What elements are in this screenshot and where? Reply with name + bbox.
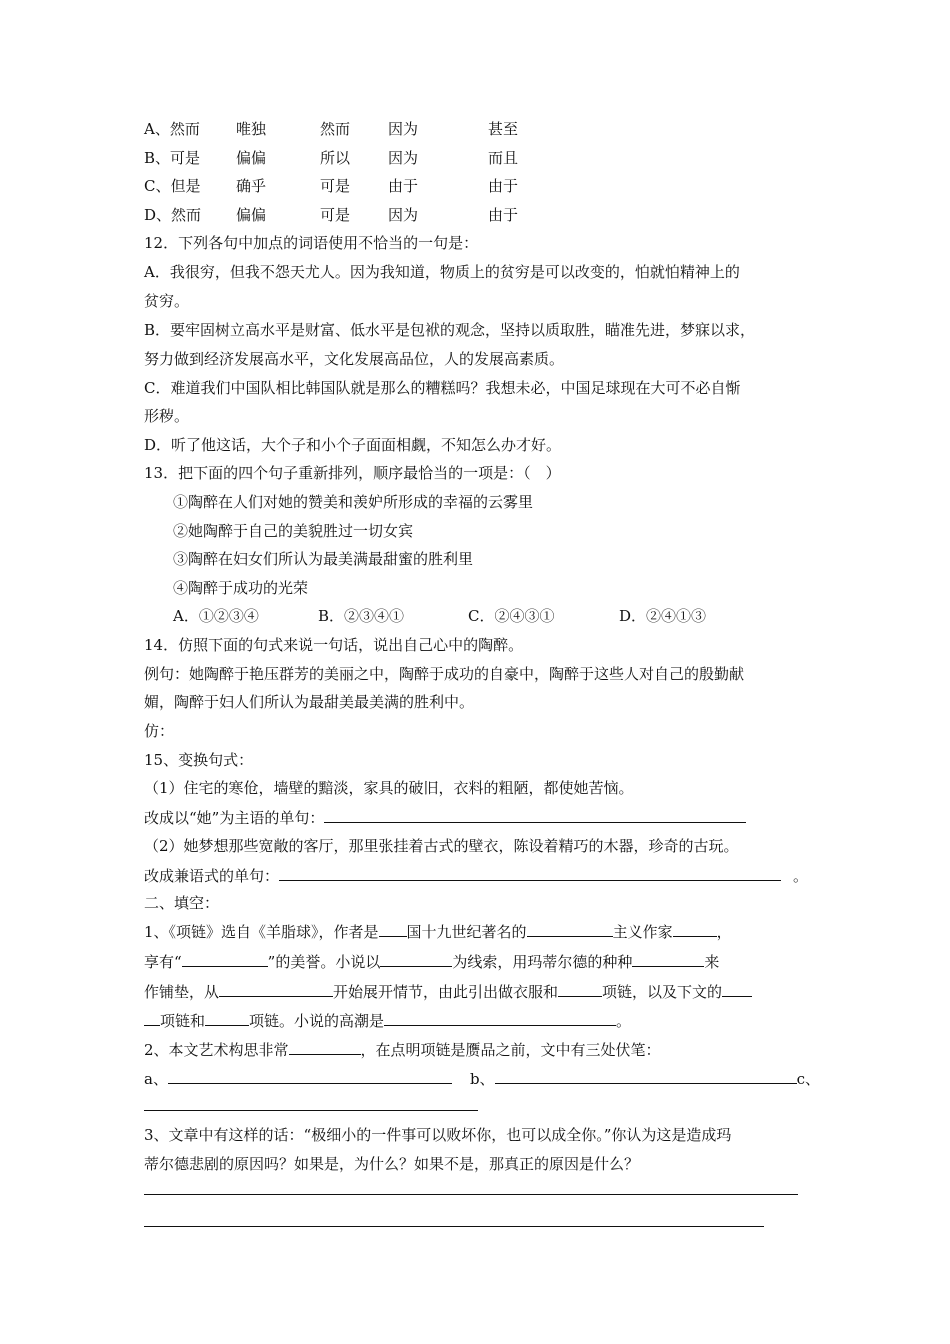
answer-blank[interactable] bbox=[289, 1039, 361, 1055]
q13-choice-c: C．②④③① bbox=[468, 607, 555, 625]
q12-option-d: D．听了他这话，大个子和小个子面面相觑，不知怎么办才好。 bbox=[144, 436, 562, 454]
q13-choice-d: D．②④①③ bbox=[619, 607, 707, 625]
q12-option-c: C．难道我们中国队相比韩国队就是那么的糟糕吗？我想未必，中国足球现在大可不必自惭 bbox=[144, 379, 741, 397]
q12-option-c-cont: 形秽。 bbox=[144, 407, 190, 425]
q13-sentence-2: ②她陶醉于自己的美貌胜过一切女宾 bbox=[173, 522, 414, 540]
fill-1-line-2: 享有“ ”的美誉。小说以 为线索，用玛蒂尔德的种种 来 bbox=[144, 953, 720, 971]
q12-stem: 12．下列各句中加点的词语使用不恰当的一句是： bbox=[144, 234, 479, 252]
section-2-title: 二、填空： bbox=[144, 894, 220, 912]
q15-part-1: （1）住宅的寒伧，墙壁的黯淡，家具的破旧，衣料的粗陋，都使她苦恼。 bbox=[144, 779, 634, 797]
q13-choice-b: B．②③④① bbox=[318, 607, 405, 625]
answer-blank-b[interactable] bbox=[495, 1068, 797, 1084]
answer-blank[interactable] bbox=[632, 951, 704, 967]
answer-line[interactable] bbox=[144, 1226, 764, 1227]
q12-option-a-cont: 贫穷。 bbox=[144, 292, 190, 310]
fill-1-line-3: 作铺垫，从 开始展开情节，由此引出做衣服和 项链，以及下文的 bbox=[144, 981, 752, 1002]
answer-blank[interactable] bbox=[279, 865, 781, 881]
answer-blank[interactable] bbox=[219, 981, 333, 997]
q13-choice-a: A．①②③④ bbox=[173, 607, 259, 625]
answer-blank[interactable] bbox=[379, 921, 407, 937]
q13-stem: 13．把下面的四个句子重新排列，顺序最恰当的一项是：（ ） bbox=[144, 464, 561, 482]
q12-option-a: A．我很穷，但我不怨天尤人。因为我知道，物质上的贫穷是可以改变的，怕就怕精神上的 bbox=[144, 263, 740, 281]
answer-blank[interactable] bbox=[722, 981, 752, 997]
q15-part-1-task: 改成以“她”为主语的单句： bbox=[144, 807, 746, 828]
q13-sentence-1: ①陶醉在人们对她的赞美和羡妒所形成的幸福的云雾里 bbox=[173, 493, 534, 511]
answer-blank[interactable] bbox=[205, 1010, 249, 1026]
answer-blank[interactable] bbox=[380, 951, 452, 967]
q12-option-b-cont: 努力做到经济发展高水平，文化发展高品位，人的发展高素质。 bbox=[144, 350, 565, 368]
fill-1-line-4: 项链和 项链。小说的高潮是 。 bbox=[144, 1010, 631, 1031]
answer-blank[interactable] bbox=[144, 1010, 160, 1026]
q13-sentence-4: ④陶醉于成功的光荣 bbox=[173, 579, 309, 597]
fill-3-line-2: 蒂尔德悲剧的原因吗？如果是，为什么？如果不是，那真正的原因是什么？ bbox=[144, 1155, 640, 1173]
answer-blank-a[interactable] bbox=[168, 1068, 452, 1084]
fill-2-line-2: a、 b、 c、 bbox=[144, 1070, 820, 1088]
fill-2-line-1: 2、本文艺术构思非常 ，在点明项链是赝品之前，文中有三处伏笔： bbox=[144, 1041, 661, 1059]
q14-stem: 14．仿照下面的句式来说一句话，说出自己心中的陶醉。 bbox=[144, 636, 524, 654]
fill-1-line-1: 1、《项链》选自《羊脂球》，作者是 国十九世纪著名的 主义作家 ， bbox=[144, 923, 732, 941]
q12-option-b: B．要牢固树立高水平是财富、低水平是包袱的观念，坚持以质取胜，瞄准先进，梦寐以求， bbox=[144, 321, 756, 339]
answer-blank[interactable] bbox=[527, 921, 613, 937]
q15-part-2: （2）她梦想那些宽敞的客厅，那里张挂着古式的壁衣，陈设着精巧的木器，珍奇的古玩。 bbox=[144, 837, 739, 855]
answer-blank[interactable] bbox=[673, 921, 717, 937]
answer-blank[interactable] bbox=[384, 1010, 616, 1026]
fill-3-line-1: 3、文章中有这样的话：“极细小的一件事可以败坏你，也可以成全你。”你认为这是造成玛 bbox=[144, 1126, 732, 1144]
answer-blank[interactable] bbox=[324, 807, 746, 823]
q14-example: 例句：她陶醉于艳压群芳的美丽之中，陶醉于成功的自豪中，陶醉于这些人对自己的殷勤献 bbox=[144, 665, 745, 683]
worksheet-page: A、然而 唯独 然而 因为 甚至 B、可是 偏偏 所以 因为 而且 C、但是 确乎 可是 由于 由于 D、然而 偏偏 可是 因为 由于 12．下列各句中加点的词语使用不恰当的一句是： A．我很穷，但我不怨天尤人。因为我知道，物质上的贫穷是可以改变的，怕就怕精神上的 贫穷。 B．要牢固树立高水平是财富、低水平是包袱的观念，坚持以质取胜，瞄准先进，梦寐以求， 努力做到经济发展高水平，文化发展高品位，人的发展高素质。 C．难道我们中国队相比韩国队就是那么的糟糕吗？我想未必，中国足球现在大可不必自惭 形秽。 D．听了他这话，大个子和小个子面面相觑，不知怎么办才好。 13．把下面的四个句子重新排列，顺序最恰当的一项是：（ ） ①陶醉在人们对她的赞美和羡妒所形成的幸福的云雾里 ②她陶醉于自己的美貌胜过一切女宾 ③陶醉在妇女们所认为最美满最甜蜜的胜利里 ④陶醉于成功的光荣 A．①②③④ B．②③④① C．②④③① D．②④①③ 14．仿照下面的句式来说一句话，说出自己心中的陶醉。 例句：她陶醉于艳压群芳的美丽之中，陶醉于成功的自豪中，陶醉于这些人对自己的殷勤献 媚，陶醉于妇人们所认为最甜美最美满的胜利中。 仿： 15、变换句式： （1）住宅的寒伧，墙壁的黯淡，家具的破旧，衣料的粗陋，都使她苦恼。 改成以“她”为主语的单句： （2）她梦想那些宽敞的客厅，那里张挂着古式的壁衣，陈设着精巧的木器，珍奇的古玩。 改成兼语式的单句： 。 二、填空： 1、《项链》选自《羊脂球》，作者是 国十九世纪著名的 主义作家 ， 享有“ ”的美誉。小说以 为线索，用玛蒂尔德的种种 来 作铺垫，从 开始展开情节，由此引出做衣服和 项链，以及下文的 项链和 项链。小说的高潮是 。 2、本文艺术构思非常 ，在点明项链是赝品之前，文中有三处伏笔： a、 b、 c、 3、文章中有这样的话：“极细小的一件事可以败坏你，也可以成全你。”你认为这是造成玛 蒂尔德悲剧的原因吗？如果是，为什么？如果不是，那真正的原因是什么？ bbox=[0, 0, 950, 1344]
answer-blank-c[interactable] bbox=[144, 1110, 478, 1111]
q13-sentence-3: ③陶醉在妇女们所认为最美满最甜蜜的胜利里 bbox=[173, 550, 474, 568]
answer-blank[interactable] bbox=[182, 951, 268, 967]
answer-line[interactable] bbox=[144, 1194, 798, 1195]
answer-blank[interactable] bbox=[558, 981, 602, 997]
q14-example-cont: 媚，陶醉于妇人们所认为最甜美最美满的胜利中。 bbox=[144, 693, 475, 711]
q15-part-2-task: 改成兼语式的单句： 。 bbox=[144, 867, 809, 885]
q15-stem: 15、变换句式： bbox=[144, 751, 254, 769]
q14-imitate-label: 仿： bbox=[144, 722, 175, 740]
